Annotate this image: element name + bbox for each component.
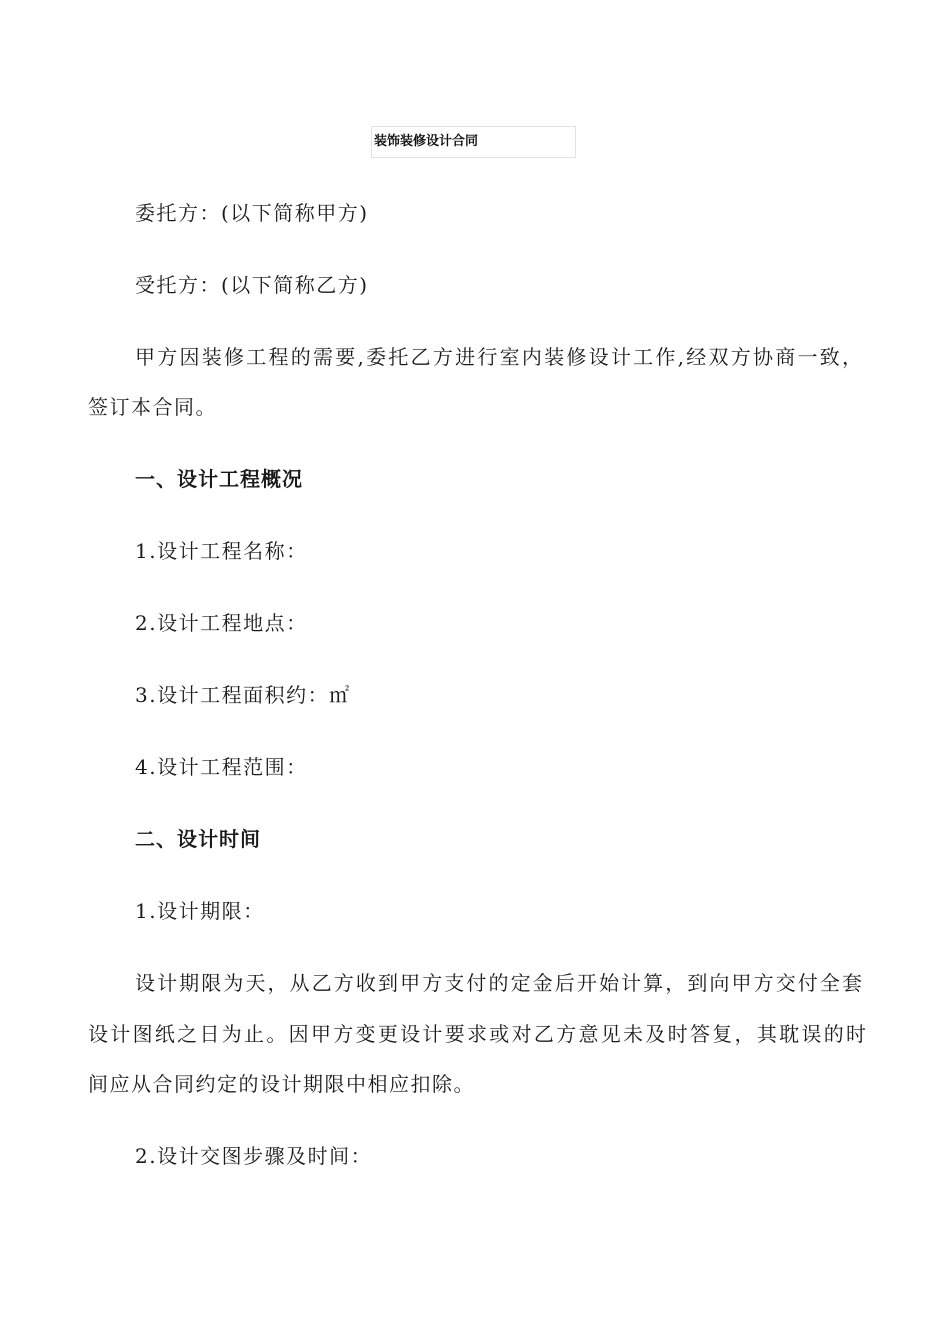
intro-paragraph-line-1: 甲方因装修工程的需要,委托乙方进行室内装修设计工作,经双方协商一致， xyxy=(135,345,862,369)
section-2-item-1: 1.设计期限： xyxy=(135,899,265,923)
document-title: 装饰装修设计合同 xyxy=(371,126,576,158)
section-1-heading: 一、设计工程概况 xyxy=(135,467,303,491)
section-1-item-1: 1.设计工程名称： xyxy=(135,539,308,563)
section-1-item-4: 4.设计工程范围： xyxy=(135,755,308,779)
party-a-line: 委托方：(以下简称甲方) xyxy=(135,201,369,225)
period-paragraph-line-2: 设计图纸之日为止。因甲方变更设计要求或对乙方意见未及时答复，其耽误的时 xyxy=(88,1022,866,1046)
section-1-item-3: 3.设计工程面积约：㎡ xyxy=(135,683,351,707)
section-2-item-2: 2.设计交图步骤及时间： xyxy=(135,1144,373,1168)
section-2-heading: 二、设计时间 xyxy=(135,827,261,851)
section-1-item-2: 2.设计工程地点： xyxy=(135,611,308,635)
period-paragraph-line-1: 设计期限为天，从乙方收到甲方支付的定金后开始计算，到向甲方交付全套 xyxy=(135,971,862,995)
party-b-line: 受托方：(以下简称乙方) xyxy=(135,273,369,297)
period-paragraph-line-3: 间应从合同约定的设计期限中相应扣除。 xyxy=(88,1072,475,1096)
intro-paragraph-line-2: 签订本合同。 xyxy=(88,395,217,419)
